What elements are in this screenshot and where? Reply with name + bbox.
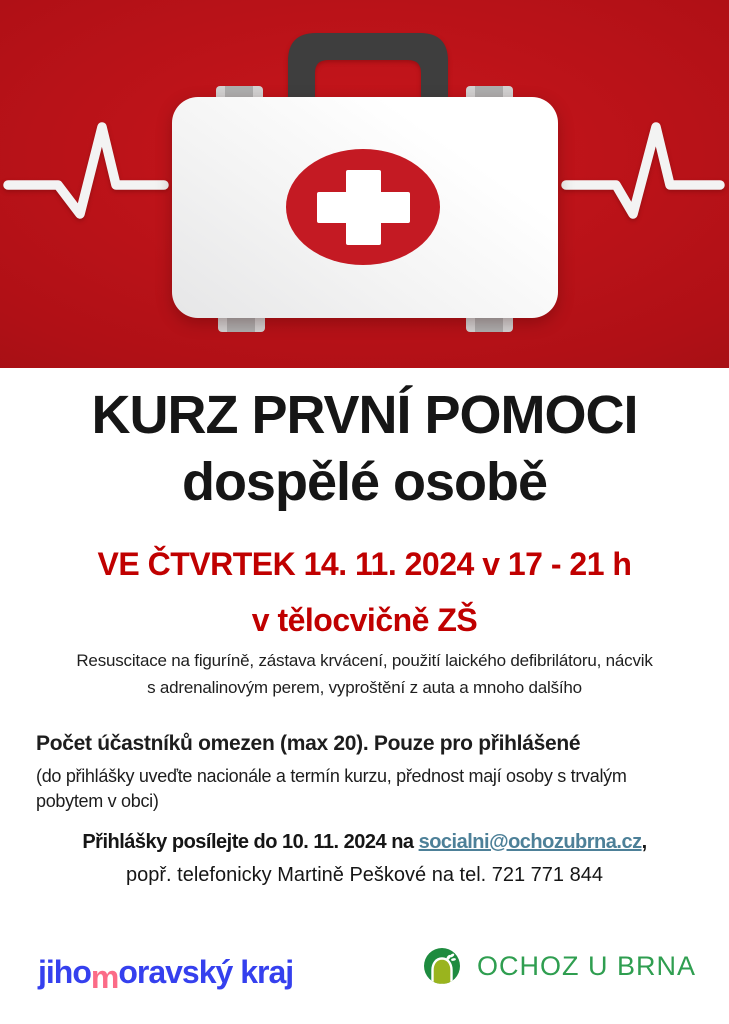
jihomoravsky-kraj-logo — [38, 948, 293, 996]
apply-line-1 — [0, 826, 729, 859]
email-link[interactable]: socialni@ochozubrna.cz — [418, 831, 642, 853]
jmk-text-part2: m — [90, 959, 119, 995]
note-line-2: pobytem v obci) — [36, 791, 159, 811]
application-instructions — [0, 826, 729, 892]
event-place: v tělocvičně ZŠ — [251, 602, 478, 638]
course-description — [0, 647, 729, 701]
jmk-text-part3: oravský kraj — [118, 954, 294, 990]
page-title — [0, 382, 729, 516]
title-line-2: dospělé osobě — [181, 452, 548, 512]
apply-prefix: Přihlášky posílejte do 10. 11. 2024 na — [82, 831, 419, 853]
ochoz-u-brna-logo — [423, 946, 696, 986]
apply-line-2: popř. telefonicky Martině Peškové na tel. 721 771 844 — [126, 864, 603, 886]
title-line-1: KURZ PRVNÍ POMOCI — [91, 385, 638, 445]
description-line-2: s adrenalinovým perem, vyproštění z auta a mnoho dalšího — [147, 678, 582, 697]
ekg-heartbeat-line-left-icon — [8, 127, 164, 214]
capacity-notice: Počet účastníků omezen (max 20). Pouze pro přihlášené — [36, 732, 581, 755]
ochoz-u-brna-acorn-icon — [423, 947, 461, 985]
apply-suffix: , — [641, 831, 647, 853]
ochoz-label: OCHOZ U BRNA — [477, 951, 697, 981]
description-line-1: Resuscitace na figuríně, zástava krvácení, použití laického defibrilátoru, nácvik — [76, 651, 653, 670]
medical-cross-icon — [317, 192, 410, 223]
ekg-heartbeat-line-right-icon — [566, 127, 720, 214]
latch-bottom-right-icon — [466, 316, 513, 332]
event-date: VE ČTVRTEK 14. 11. 2024 v 17 - 21 h — [97, 546, 632, 582]
jmk-text-part1: jiho — [38, 954, 91, 990]
banner — [0, 0, 729, 368]
latch-bottom-left-icon — [218, 316, 265, 332]
note-line-1: (do přihlášky uveďte nacionále a termín kurzu, přednost mají osoby s trvalým — [36, 766, 627, 786]
registration-note — [36, 764, 696, 814]
